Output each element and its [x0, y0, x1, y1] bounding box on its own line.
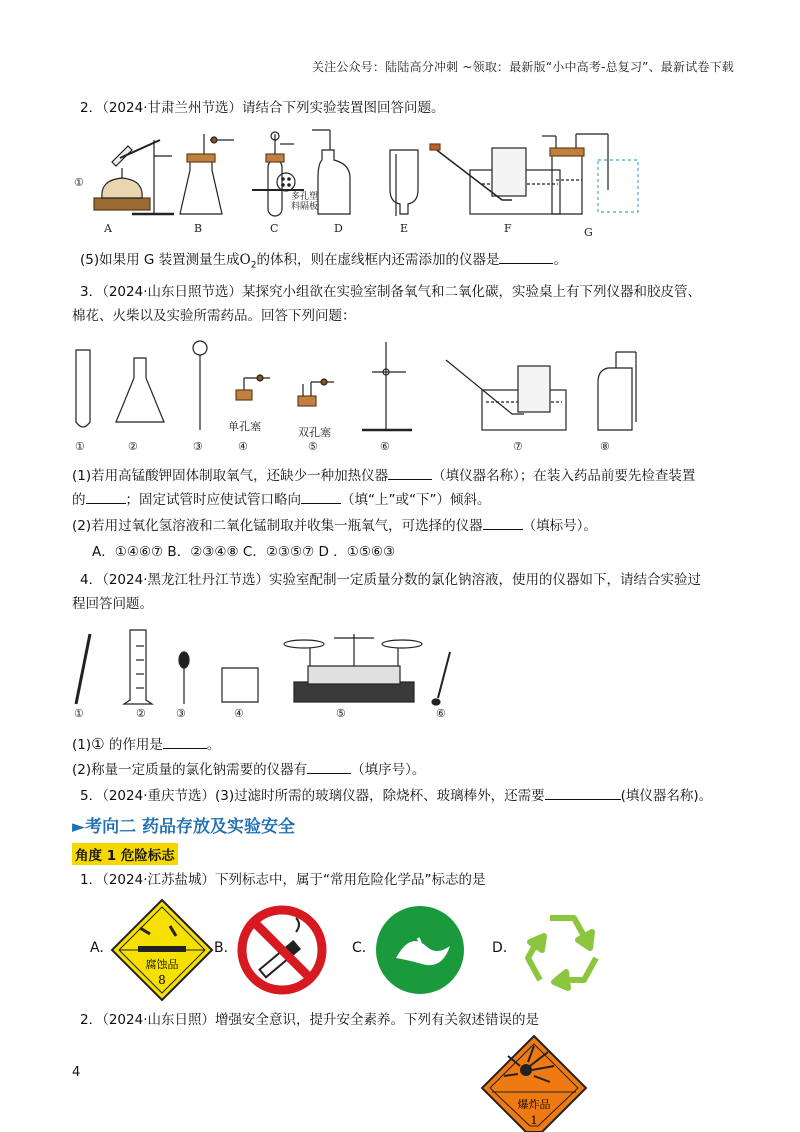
q3-instruments-figure: [72, 338, 712, 438]
q2-label-e: E: [400, 222, 409, 235]
q5-text: 5．（2024·重庆节选）(3)过滤时所需的玻璃仪器，除烧杯、玻璃棒外，还需要 (填仪器名称)。: [80, 788, 713, 804]
q4-instruments-figure: [72, 622, 492, 712]
q2-answer-blank[interactable]: [499, 250, 553, 264]
q2-label-g: G: [584, 226, 593, 239]
q3-blank-1[interactable]: [388, 466, 432, 480]
explosive-number: 1: [530, 1114, 538, 1127]
q2-label-d: D: [334, 222, 343, 235]
q4-blank-1[interactable]: [163, 735, 207, 749]
corrosive-number: 8: [158, 973, 166, 987]
angle-badge: 角度 1 危险标志: [72, 843, 178, 865]
corrosive-hazard-icon[interactable]: [110, 898, 214, 1002]
q4-label-1: ①: [74, 707, 84, 720]
q3-label-8: ⑧: [600, 440, 610, 453]
page-header: 关注公众号：陆陆高分冲刺 ~领取：最新版“小中高考-总复习”、最新试卷下载: [311, 60, 734, 74]
q4-label-4: ④: [234, 707, 244, 720]
section-title: ►考向二 药品存放及实验安全: [72, 817, 295, 837]
q6-option-a-label: A.: [90, 940, 104, 956]
q3-sub1-line2: 的 ；固定试管时应使试管口略向 （填“上”或“下”）倾斜。: [72, 492, 491, 508]
q4-label-2: ②: [136, 707, 146, 720]
q2-sub5: (5)如果用 G 装置测量生成$O_2$的体积，则在虚线框内还需添加的仪器是 。: [80, 252, 567, 271]
explosive-hazard-icon: [482, 1036, 586, 1132]
q4-label-5: ⑤: [336, 707, 346, 720]
q3-label-1: ①: [75, 440, 85, 453]
q4-stem-2: 程回答问题。: [72, 596, 153, 612]
q2-apparatus-figure: [72, 130, 712, 230]
recycle-icon[interactable]: [512, 906, 612, 996]
q3-stem-1: 3．（2024·山东日照节选）某探究小组欲在实验室制备氧气和二氧化碳，实验桌上有下列仪器和胶皮管、: [80, 284, 701, 300]
explosive-label: 爆炸品: [517, 1098, 551, 1111]
q3-label-4: ④: [238, 440, 248, 453]
single-hole-label: 单孔塞: [228, 420, 261, 433]
q3-options: A．①④⑥⑦ B．②③④⑧ C．②③⑤⑦ D ．①⑤⑥③: [92, 544, 396, 560]
q3-blank-3[interactable]: [301, 490, 341, 504]
q4-label-6: ⑥: [436, 707, 446, 720]
q3-blank-4[interactable]: [483, 516, 523, 530]
q3-blank-2[interactable]: [86, 490, 126, 504]
q4-blank-2[interactable]: [307, 760, 351, 774]
q3-label-7: ⑦: [513, 440, 523, 453]
no-smoking-icon[interactable]: [236, 904, 328, 996]
q4-stem-1: 4．（2024·黑龙江牡丹江节选）实验室配制一定质量分数的氯化钠溶液，使用的仪器如下，请结合实验过: [80, 572, 701, 588]
q3-label-6: ⑥: [380, 440, 390, 453]
q7-stem: 2．（2024·山东日照）增强安全意识，提升安全素养。下列有关叙述错误的是: [80, 1012, 539, 1028]
q3-label-3: ③: [193, 440, 203, 453]
q6-option-c-label: C.: [352, 940, 367, 956]
plate-label: 多孔塑 料隔板: [291, 192, 319, 212]
q4-sub1: (1)① 的作用是 。: [72, 735, 221, 753]
page-number: 4: [72, 1065, 81, 1080]
q2-label-f: F: [504, 222, 512, 235]
q2-label-b: B: [194, 222, 203, 235]
q6-stem: 1．（2024·江苏盐城）下列标志中，属于“常用危险化学品”标志的是: [80, 872, 486, 888]
corrosive-label: 腐蚀品: [145, 958, 179, 971]
q2-label-a: A: [104, 222, 112, 235]
q6-option-d-label: D.: [492, 940, 508, 956]
q3-label-5: ⑤: [308, 440, 318, 453]
q3-sub1-line1: (1)若用高锰酸钾固体制取氧气，还缺少一种加热仪器 （填仪器名称）；在装入药品前要先检查装置: [72, 468, 696, 484]
q3-stem-2: 棉花、火柴以及实验所需药品。回答下列问题：: [72, 308, 356, 324]
green-food-icon[interactable]: [374, 904, 466, 996]
q5-blank[interactable]: [545, 786, 621, 800]
double-hole-label: 双孔塞: [298, 426, 331, 439]
q3-label-2: ②: [128, 440, 138, 453]
q6-option-b-label: B.: [214, 940, 229, 956]
q2-label-circle-1: ①: [74, 176, 84, 189]
q4-sub2: (2)称量一定质量的氯化钠需要的仪器有 （填序号）。: [72, 762, 426, 778]
q2-stem: 2．（2024·甘肃兰州节选）请结合下列实验装置图回答问题。: [80, 100, 445, 116]
q3-sub2: (2)若用过氧化氢溶液和二氧化锰制取并收集一瓶氧气，可选择的仪器 （填标号）。: [72, 518, 597, 534]
q4-label-3: ③: [176, 707, 186, 720]
q2-label-c: C: [270, 222, 279, 235]
